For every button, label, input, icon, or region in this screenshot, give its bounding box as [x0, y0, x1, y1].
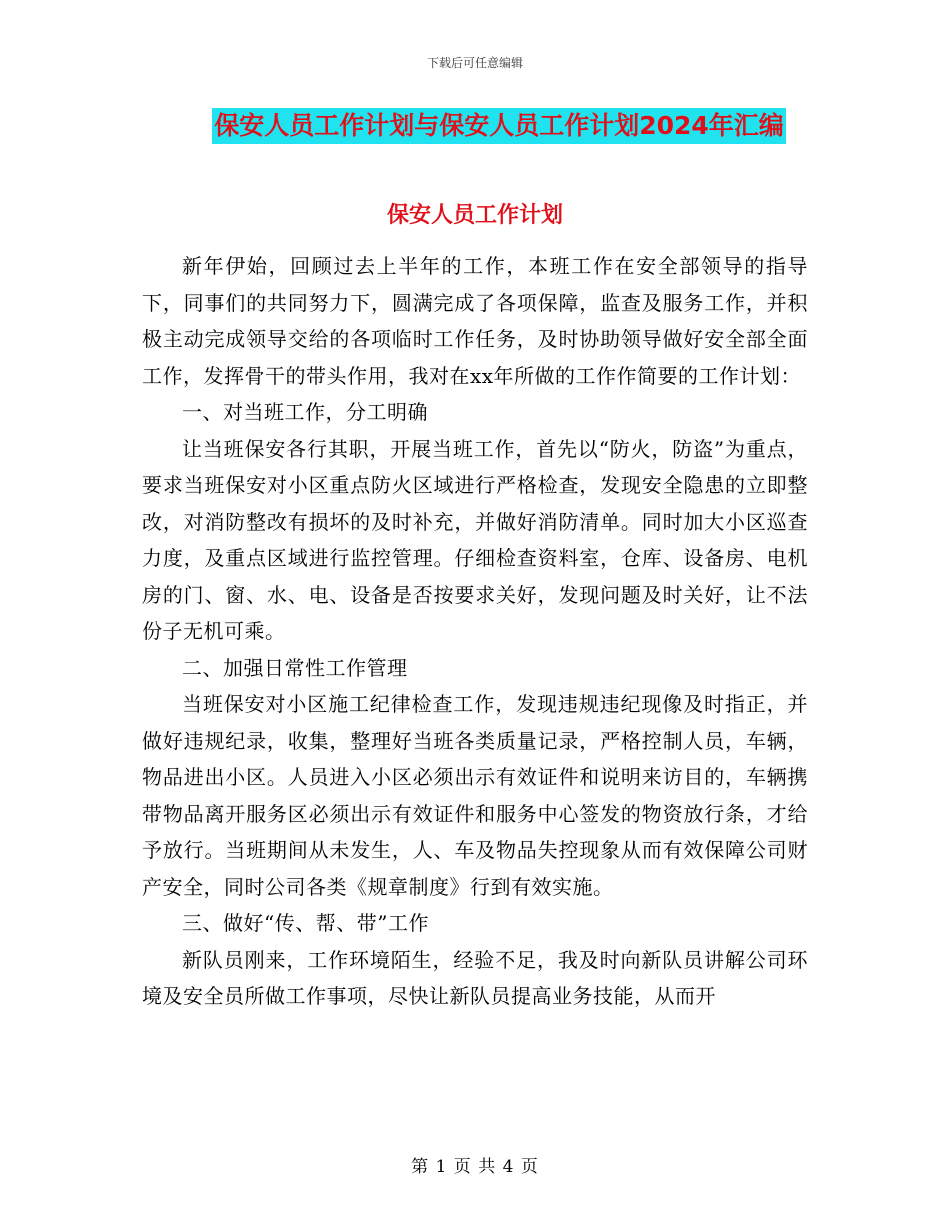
heading-3: 三、做好“传、帮、带”工作: [182, 911, 429, 935]
heading-1: 一、对当班工作，分工明确: [182, 400, 428, 424]
paragraph-1: 让当班保安各行其职，开展当班工作，首先以“防火，防盗”为重点，要求当班保安对小区重点防火区域进行严格检查，发现安全隐患的立即整改，对消防整改有损坏的及时补充，并做好消防清单。同时加大小区巡查力度，及重点区域进行监控管理。仔细检查资料室，仓库、设备房、电机房的门、窗、水、电、设备是否按要求关好，发现问题及时关好，让不法份子无机可乘。: [142, 436, 808, 643]
heading-2: 二、加强日常性工作管理: [182, 655, 408, 680]
section-title: 保安人员工作计划: [386, 203, 563, 228]
paragraph-3: 新队员刚来，工作环境陌生，经验不足，我及时向新队员讲解公司环境及安全员所做工作事项，尽快让新队员提高业务技能，从而开: [142, 947, 808, 1008]
page-header-note: 下载后可任意编辑: [426, 56, 523, 70]
document-title-text: 保安人员工作计划与保安人员工作计划2024年汇编: [212, 108, 786, 144]
document-title: [0, 108, 950, 144]
paragraph-2: 当班保安对小区施工纪律检查工作，发现违规违纪现像及时指正，并做好违规纪录，收集，整理好当班各类质量记录，严格控制人员，车辆，物品进出小区。人员进入小区必须出示有效证件和说明来访目的，车辆携带物品离开服务区必须出示有效证件和服务中心签发的物资放行条，才给予放行。当班期间从未发生，人、车及物品失控现象从而有效保障公司财产安全，同时公司各类《规章制度》行到有效实施。: [142, 692, 808, 899]
page-number: 第 1 页 共 4 页: [411, 1157, 539, 1177]
paragraph-intro: 新年伊始，回顾过去上半年的工作，本班工作在安全部领导的指导下，同事们的共同努力下，圆满完成了各项保障，监查及服务工作，并积极主动完成领导交给的各项临时工作任务，及时协助领导做好安全部全面工作，发挥骨干的带头作用，我对在xx年所做的工作作简要的工作计划：: [142, 254, 808, 388]
document-body: [142, 248, 808, 1015]
